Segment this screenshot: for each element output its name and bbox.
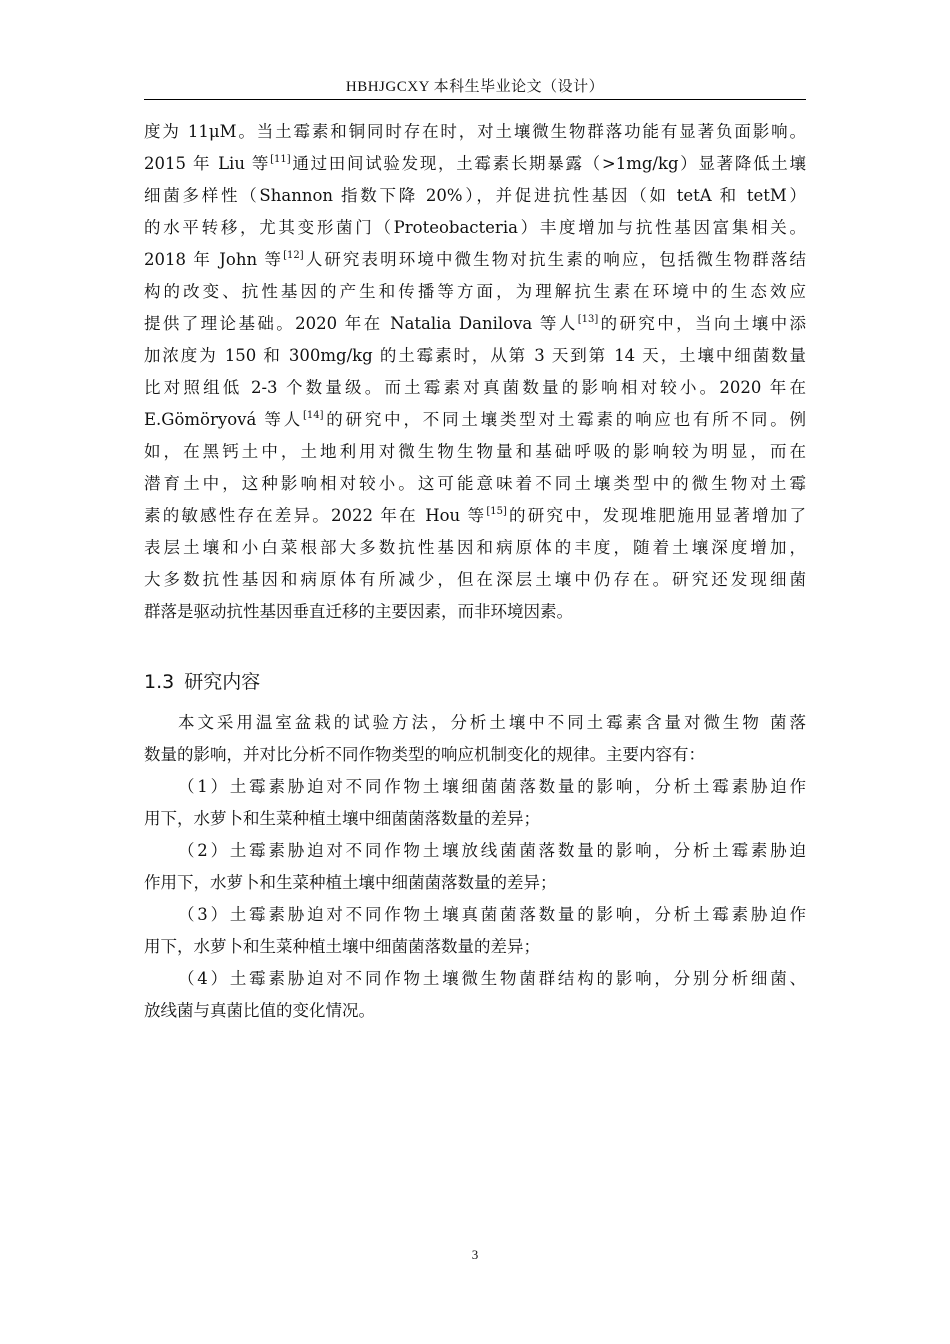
list-item-line: （2）土霉素胁迫对不同作物土壤放线菌菌落数量的影响，分析土霉素胁迫 <box>178 841 806 860</box>
text-segment: 比对照组低 2-3 个数量级。而土霉素对真菌数量的影响相对较小。2020 年在 <box>144 378 806 397</box>
list-item-line: 用下，水萝卜和生菜种植土壤中细菌菌落数量的差异； <box>144 937 540 956</box>
text-segment: 加浓度为 150 和 300mg/kg 的土霉素时，从第 3 天到第 14 天，土壤中细菌数量 <box>144 346 806 365</box>
body-paragraph-1 <box>144 116 806 628</box>
text-line <box>144 436 806 468</box>
text-segment: 潜育土中，这种影响相对较小。这可能意味着不同土壤类型中的微生物对土霉 <box>144 474 806 493</box>
text-segment: 的研究中，不同土壤类型对土霉素的响应也有所不同。例 <box>323 410 807 429</box>
text-segment: 大多数抗性基因和病原体有所减少，但在深层土壤中仍存在。研究还发现细菌 <box>144 570 806 589</box>
text-segment: 构的改变、抗性基因的产生和传播等方面，为理解抗生素在环境中的生态效应 <box>144 282 806 301</box>
text-line <box>144 500 806 532</box>
text-line <box>144 244 806 276</box>
section-title-text: 研究内容 <box>184 671 261 693</box>
text-segment: 2015 年 Liu 等 <box>144 154 271 173</box>
text-segment: E.Gömöryová 等人 <box>144 410 303 429</box>
citation-ref-11: [11] <box>270 154 291 165</box>
text-segment: 提供了理论基础。2020 年在 Natalia Danilova 等人 <box>144 314 578 333</box>
page-header-title: HBHJGCXY 本科生毕业论文（设计） <box>345 79 605 95</box>
text-segment: 人研究表明环境中微生物对抗生素的响应，包括微生物群落结 <box>303 250 807 269</box>
list-item-line: （1）土霉素胁迫对不同作物土壤细菌菌落数量的影响，分析土霉素胁迫作 <box>178 777 806 796</box>
text-line <box>144 276 806 308</box>
text-line <box>144 308 806 340</box>
text-line <box>144 564 806 596</box>
section-number: 1.3 <box>144 671 175 693</box>
text-segment: 如，在黑钙土中，土地利用对微生物生物量和基础呼吸的影响较为明显，而在 <box>144 442 806 461</box>
text-segment: 2018 年 John 等 <box>144 250 284 269</box>
page-number: 3 <box>471 1247 479 1262</box>
text-segment: 群落是驱动抗性基因垂直迁移的主要因素，而非环境因素。 <box>144 602 573 621</box>
text-line <box>144 148 806 180</box>
text-line <box>144 116 806 148</box>
section-heading <box>144 668 260 696</box>
text-segment: 通过田间试验发现，土霉素长期暴露（>1mg/kg）显著降低土壤 <box>290 154 806 173</box>
list-item-line: 作用下，水萝卜和生菜种植土壤中细菌菌落数量的差异； <box>144 873 557 892</box>
body-paragraph-2 <box>144 707 806 1027</box>
text-segment: 度为 11μM。当土霉素和铜同时存在时，对土壤微生物群落功能有显著负面影响。 <box>144 122 806 141</box>
list-item-line: （3）土霉素胁迫对不同作物土壤真菌菌落数量的影响，分析土霉素胁迫作 <box>178 905 806 924</box>
citation-ref-12: [12] <box>283 250 304 261</box>
text-line <box>144 404 806 436</box>
citation-ref-13: [13] <box>577 314 599 325</box>
list-item-line: 放线菌与真菌比值的变化情况。 <box>144 1001 375 1020</box>
text-segment: 的研究中，当向土壤中添 <box>598 314 807 333</box>
text-segment: 表层土壤和小白菜根部大多数抗性基因和病原体的丰度，随着土壤深度增加， <box>144 538 806 557</box>
header-divider <box>144 99 806 100</box>
list-item-line: 用下，水萝卜和生菜种植土壤中细菌菌落数量的差异； <box>144 809 540 828</box>
text-line <box>144 180 806 212</box>
citation-ref-15: [15] <box>486 506 507 517</box>
text-segment: 素的敏感性存在差异。2022 年在 Hou 等 <box>144 506 487 525</box>
text-line <box>144 532 806 564</box>
text-line: 本文采用温室盆栽的试验方法，分析土壤中不同土霉素含量对微生物 菌落 <box>178 713 806 732</box>
text-line <box>144 468 806 500</box>
text-line <box>144 596 806 628</box>
text-line <box>144 340 806 372</box>
text-segment: 的研究中，发现堆肥施用显著增加了 <box>506 506 806 525</box>
text-line: 数量的影响，并对比分析不同作物类型的响应机制变化的规律。主要内容有： <box>144 745 705 764</box>
list-item-line: （4）土霉素胁迫对不同作物土壤微生物菌群结构的影响，分别分析细菌、 <box>178 969 806 988</box>
citation-ref-14: [14] <box>302 410 324 421</box>
text-line <box>144 372 806 404</box>
text-segment: 细菌多样性（Shannon 指数下降 20%），并促进抗性基因（如 tetA 和 tetM） <box>144 186 806 205</box>
text-segment: 的水平转移，尤其变形菌门（Proteobacteria）丰度增加与抗性基因富集相关。 <box>144 218 806 237</box>
text-line <box>144 212 806 244</box>
